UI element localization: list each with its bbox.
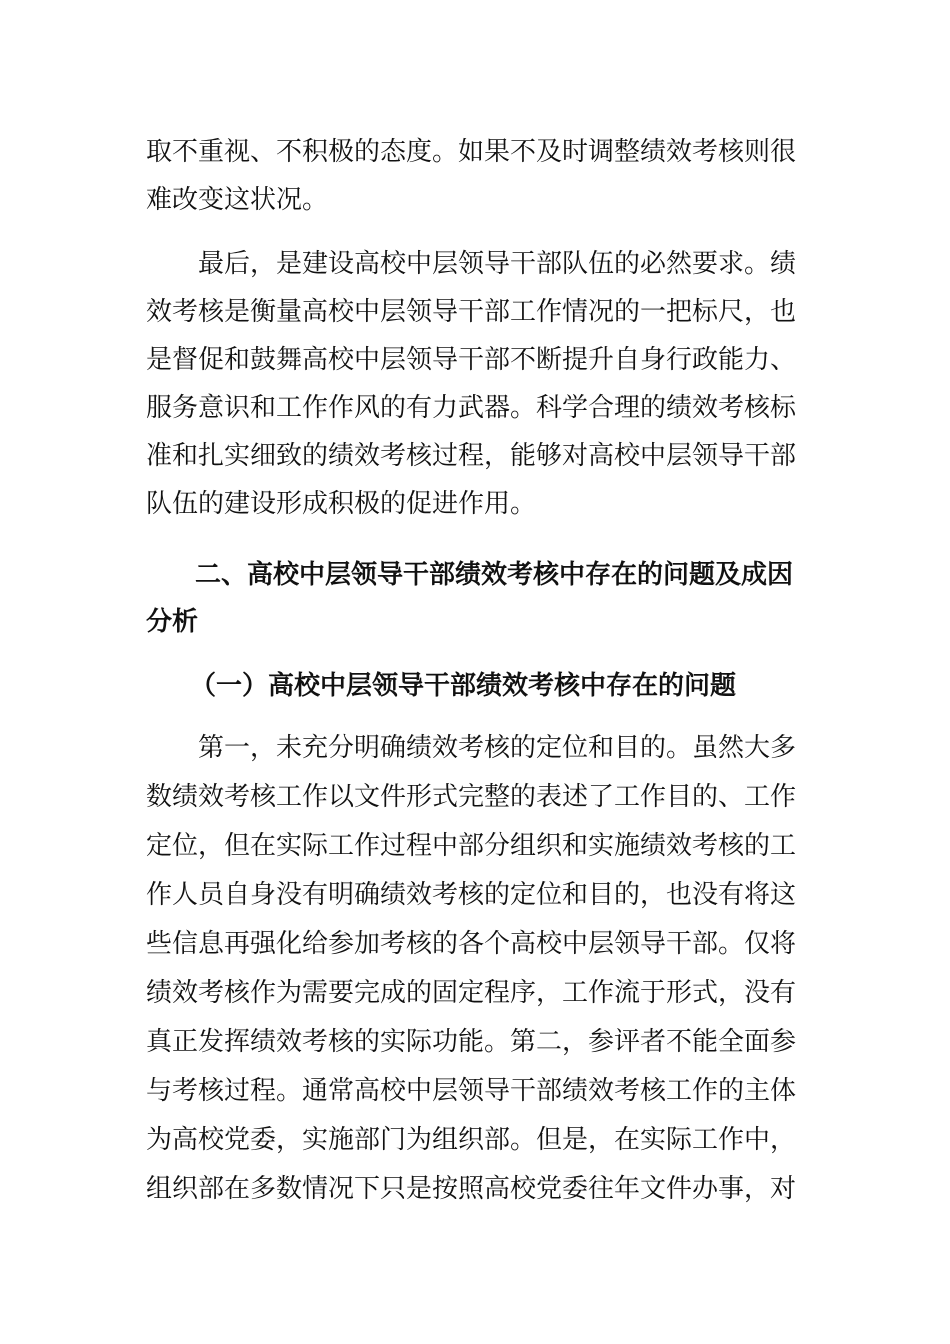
paragraph-line: 最后，是建设高校中层领导干部队伍的必然要求。绩 bbox=[198, 249, 797, 279]
paragraph-line: 队伍的建设形成积极的促进作用。 bbox=[146, 489, 537, 519]
paragraph-line: 取不重视、不积极的态度。如果不及时调整绩效考核则很 bbox=[146, 137, 797, 167]
paragraph-line: 作人员自身没有明确绩效考核的定位和目的，也没有将这 bbox=[146, 880, 797, 910]
paragraph-line: 难改变这状况。 bbox=[146, 185, 329, 215]
paragraph-line: 定位，但在实际工作过程中部分组织和实施绩效考核的工 bbox=[146, 831, 797, 861]
paragraph-line: 为高校党委，实施部门为组织部。但是，在实际工作中， bbox=[146, 1125, 797, 1155]
paragraph-line: 服务意识和工作作风的有力武器。科学合理的绩效考核标 bbox=[146, 393, 797, 423]
paragraph-line: 效考核是衡量高校中层领导干部工作情况的一把标尺，也 bbox=[146, 297, 797, 327]
subsection-heading: （一）高校中层领导干部绩效考核中存在的问题 bbox=[190, 671, 737, 701]
paragraph-line: 第一，未充分明确绩效考核的定位和目的。虽然大多 bbox=[198, 733, 797, 763]
paragraph-line: 真正发挥绩效考核的实际功能。第二，参评者不能全面参 bbox=[146, 1027, 797, 1057]
paragraph-line: 与考核过程。通常高校中层领导干部绩效考核工作的主体 bbox=[146, 1076, 797, 1106]
paragraph-line: 准和扎实细致的绩效考核过程，能够对高校中层领导干部 bbox=[146, 441, 797, 471]
paragraph-line: 是督促和鼓舞高校中层领导干部不断提升自身行政能力、 bbox=[146, 345, 797, 375]
paragraph-line: 数绩效考核工作以文件形式完整的表述了工作目的、工作 bbox=[146, 782, 797, 812]
paragraph-line: 绩效考核作为需要完成的固定程序，工作流于形式，没有 bbox=[146, 978, 797, 1008]
section-heading-continued: 分析 bbox=[146, 607, 199, 637]
section-heading: 二、高校中层领导干部绩效考核中存在的问题及成因 bbox=[195, 560, 794, 590]
paragraph-line: 些信息再强化给参加考核的各个高校中层领导干部。仅将 bbox=[146, 929, 797, 959]
paragraph-line: 组织部在多数情况下只是按照高校党委往年文件办事，对 bbox=[146, 1174, 797, 1204]
